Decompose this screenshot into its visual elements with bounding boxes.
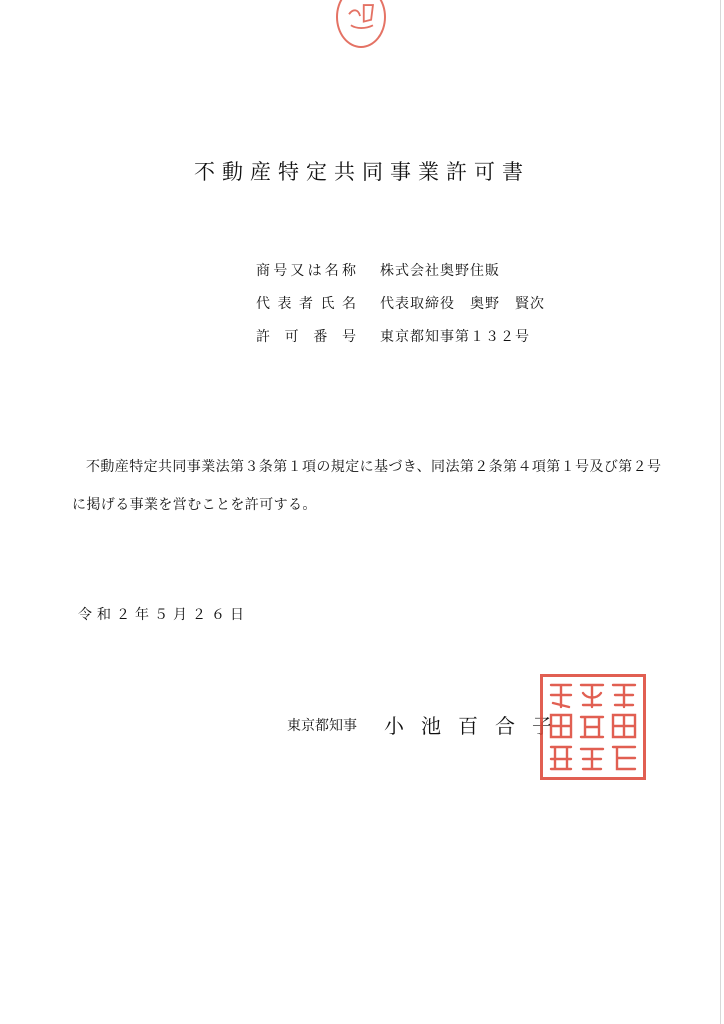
label-char: 可 — [284, 329, 299, 345]
license-number: 東京都知事第１３２号 — [380, 329, 530, 345]
info-row-license-number — [256, 326, 545, 359]
issuer-title: 東京都知事 — [287, 718, 357, 734]
label-char: 者 — [299, 296, 313, 312]
label-char: 商 — [256, 263, 270, 279]
label-char: 号 — [273, 263, 288, 279]
label-char: 名 — [324, 263, 339, 279]
license-info — [256, 260, 545, 359]
field-label — [256, 326, 356, 346]
representative-name: 代表取締役 奥野 賢次 — [380, 296, 545, 312]
label-char: 名 — [342, 296, 356, 312]
info-row-name — [256, 260, 545, 293]
issue-date: 令和２年５月２６日 — [78, 607, 249, 623]
label-char: は — [307, 263, 322, 279]
license-statement: 不動産特定共同事業法第３条第１項の規定に基づき、同法第２条第４項第１号及び第２号に掲げる事業を営むことを許可する。 — [72, 459, 662, 513]
label-char: 許 — [256, 329, 270, 345]
label-char: 表 — [277, 296, 292, 312]
label-char: 号 — [341, 329, 356, 345]
company-name: 株式会社奥野住販 — [380, 263, 500, 279]
issuer-name: 小池百合子 — [384, 714, 569, 738]
label-char: 称 — [341, 263, 356, 279]
top-seal-stamp — [336, 0, 386, 48]
label-char: 番 — [313, 329, 328, 345]
label-char: 代 — [256, 296, 270, 312]
info-row-representative — [256, 293, 545, 326]
scan-edge-line — [720, 0, 721, 1024]
official-seal-stamp — [540, 674, 646, 780]
field-label — [256, 260, 356, 280]
field-label — [256, 293, 356, 313]
document-title: 不動産特定共同事業許可書 — [194, 160, 530, 184]
label-char: 又 — [290, 263, 305, 279]
label-char: 氏 — [320, 296, 335, 312]
